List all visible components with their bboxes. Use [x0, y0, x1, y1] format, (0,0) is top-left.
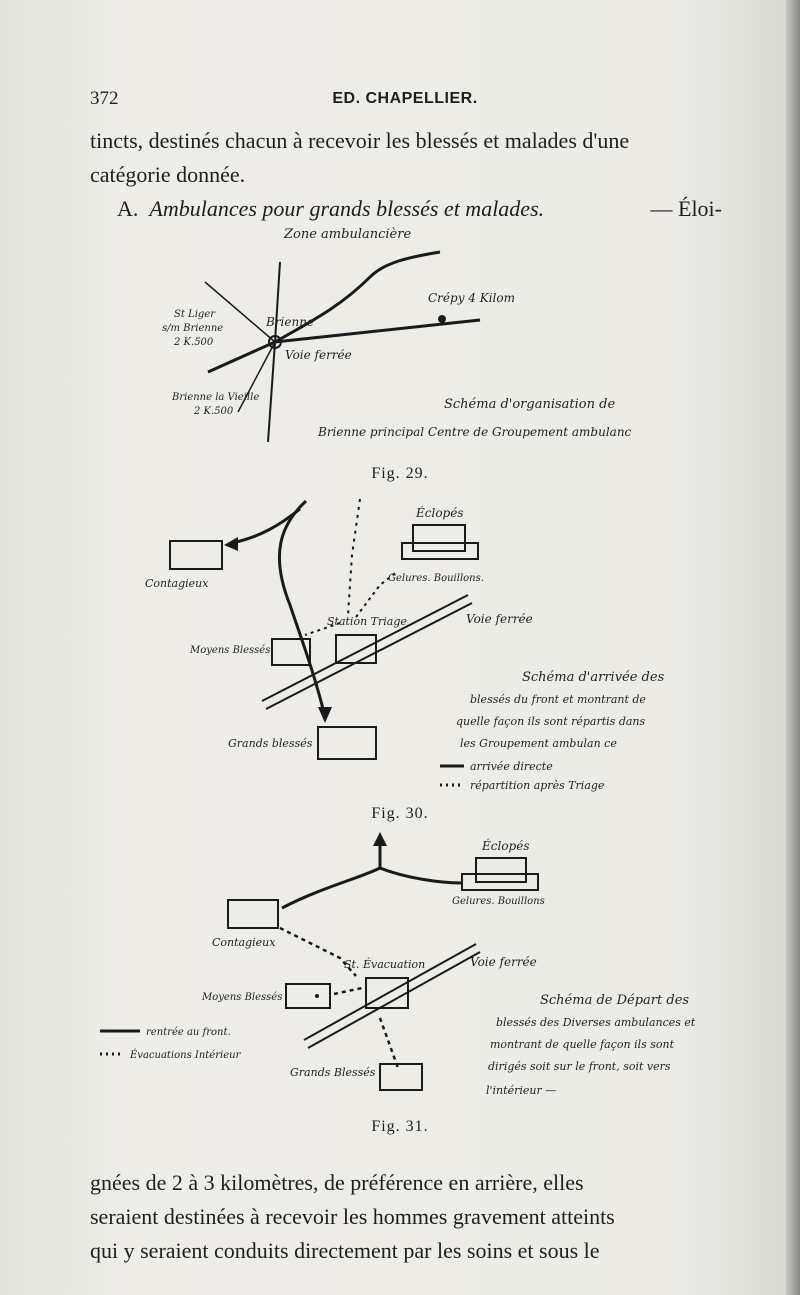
fig30-arrow-contagieux	[232, 509, 300, 543]
body-line: tincts, destinés chacun à recevoir les blessés et malades d'une	[90, 128, 630, 153]
fig31-legend-front: rentrée au front.	[146, 1027, 231, 1038]
section-heading-line	[90, 192, 722, 226]
fig29-stliger-sub: s/m Brienne	[162, 323, 224, 334]
figure-29-caption: Fig. 29.	[371, 465, 429, 482]
fig31-moyens-label: Moyens Blessés	[202, 992, 283, 1003]
fig31-schema-line: Schéma de Départ des	[540, 993, 690, 1008]
fig30-legend-direct: arrivée directe	[470, 760, 553, 773]
fig30-eclopes-label: Éclopés	[416, 506, 464, 520]
fig31-schema-line: dirigés soit sur le front, soit vers	[488, 1060, 671, 1073]
fig30-voie-label: Voie ferrée	[466, 612, 533, 626]
fig31-moyens-dot	[315, 994, 319, 998]
fig29-stliger-label: St Liger	[174, 309, 215, 320]
fig30-schema-line: quelle façon ils sont répartis dans	[456, 715, 646, 728]
fig31-dotted-moyens	[334, 988, 362, 994]
fig30-dotted-path	[348, 499, 360, 615]
fig29-zone-label: Zone ambulancière	[284, 227, 412, 242]
fig29-schema-line1: Schéma d'organisation de	[444, 397, 616, 412]
fig29-crepy-node	[438, 315, 446, 323]
fig31-schema-line: blessés des Diverses ambulances et	[496, 1016, 696, 1029]
fig31-front-arrow	[282, 868, 462, 908]
figure-31-caption: Fig. 31.	[371, 1118, 429, 1135]
fig30-arrowhead-left	[224, 537, 238, 551]
section-title: Ambulances pour grands blessés et malades.	[149, 196, 545, 221]
fig30-eclopes-box	[413, 525, 465, 551]
figure-29-diagram	[0, 222, 800, 462]
fig30-main-arrow	[279, 501, 325, 717]
fig29-vieille-km: 2 K.500	[194, 406, 234, 417]
fig30-grands-label: Grands blessés	[228, 737, 313, 750]
fig31-legend-evac: Évacuations Intérieur	[130, 1050, 241, 1061]
fig31-voie-label: Voie ferrée	[470, 955, 537, 969]
running-title: ED. CHAPELLIER.	[332, 90, 478, 107]
fig30-station-label: Station Triage	[327, 615, 407, 628]
fig31-grands-label: Grands Blessés	[290, 1066, 376, 1079]
body-text-top	[90, 124, 722, 226]
fig31-eclopes-box	[476, 858, 526, 882]
fig31-station-label: St. Évacuation	[344, 958, 426, 971]
fig31-grands-box	[380, 1064, 422, 1090]
body-line: catégorie donnée.	[90, 162, 246, 187]
figure-31-diagram	[0, 828, 800, 1118]
fig30-moyens-label: Moyens Blessés	[190, 645, 271, 656]
fig29-schema-line2: Brienne principal Centre de Groupement ambulanc	[318, 425, 632, 439]
fig30-schema-line: Schéma d'arrivée des	[522, 670, 665, 685]
fig31-gelures-label: Gelures. Bouillons	[452, 896, 545, 907]
fig29-railway	[208, 320, 480, 372]
fig31-schema-line: montrant de quelle façon ils sont	[490, 1038, 675, 1051]
fig31-arrowhead-up	[373, 832, 387, 846]
fig30-grands-box	[318, 727, 376, 759]
fig30-gelures-label: Gelures. Bouillons.	[388, 573, 484, 584]
body-line: qui y seraient conduits directement par les soins et sous le	[90, 1238, 600, 1263]
fig31-moyens-box	[286, 984, 330, 1008]
fig30-contagieux-label: Contagieux	[145, 577, 209, 590]
section-letter: A.	[117, 196, 139, 221]
fig31-eclopes-label: Éclopés	[482, 839, 530, 853]
figure-30-diagram	[0, 495, 800, 805]
fig29-crepy-label: Crépy 4 Kilom	[428, 291, 515, 305]
fig30-arrowhead-down	[318, 707, 332, 723]
fig29-voie-label: Voie ferrée	[285, 348, 352, 362]
fig31-schema-line: l'intérieur —	[486, 1084, 557, 1097]
fig31-dotted-grands	[380, 1018, 398, 1068]
body-text-bottom	[90, 1166, 722, 1268]
figure-30-caption: Fig. 30.	[371, 805, 429, 822]
fig30-schema-line: les Groupement ambulan ce	[460, 737, 617, 750]
body-line: seraient destinées à recevoir les hommes gravement atteints	[90, 1204, 615, 1229]
fig31-contagieux-box	[228, 900, 278, 928]
running-header	[90, 88, 720, 116]
fig29-vieille-label: Brienne la Vieille	[172, 392, 260, 403]
fig31-contagieux-label: Contagieux	[212, 936, 276, 949]
page-number: 372	[90, 88, 119, 109]
fig29-stliger-km: 2 K.500	[174, 337, 214, 348]
section-continuation: — Éloi-	[650, 196, 722, 221]
body-line: gnées de 2 à 3 kilomètres, de préférence en arrière, elles	[90, 1170, 584, 1195]
fig30-schema-line: blessés du front et montrant de	[470, 693, 646, 706]
fig29-brienne-label: Brienne	[266, 315, 315, 329]
fig30-legend-triage: répartition après Triage	[470, 779, 605, 792]
fig30-contagieux-box	[170, 541, 222, 569]
